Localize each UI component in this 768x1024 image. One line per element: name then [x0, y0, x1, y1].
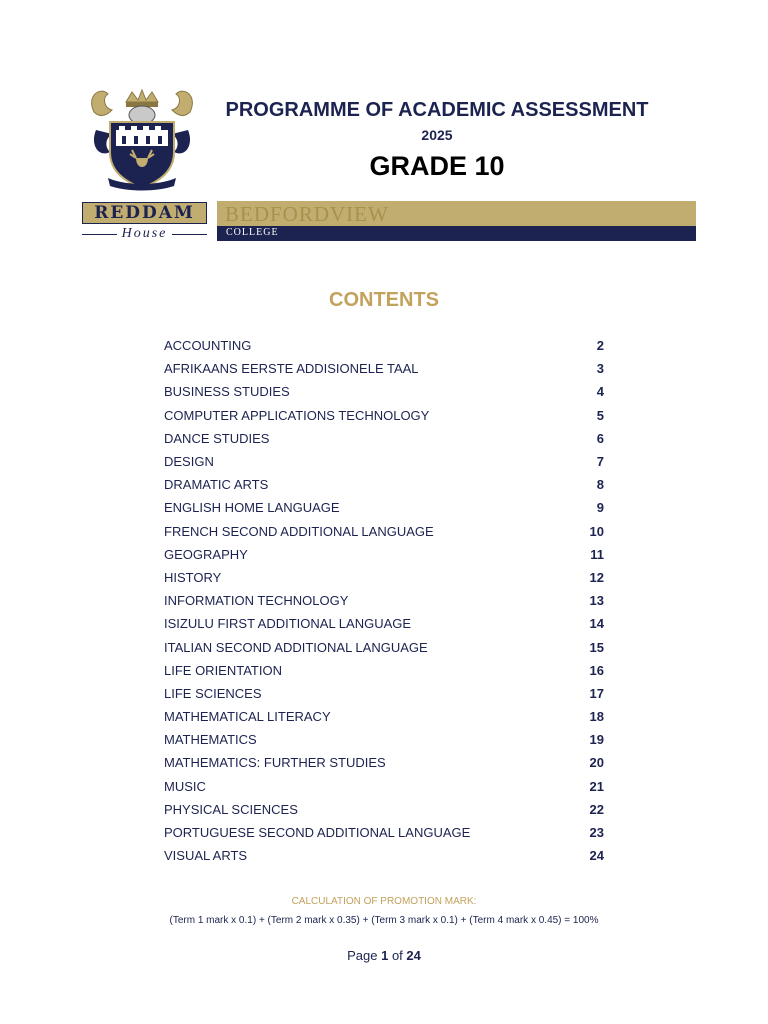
toc-entry[interactable]	[164, 450, 604, 473]
campus-name: BEDFORDVIEW	[225, 202, 389, 226]
toc-page-number: 22	[589, 801, 604, 817]
toc-subject: ENGLISH HOME LANGUAGE	[164, 500, 340, 516]
toc-subject: FRENCH SECOND ADDITIONAL LANGUAGE	[164, 523, 434, 539]
toc-subject: ITALIAN SECOND ADDITIONAL LANGUAGE	[164, 639, 428, 655]
toc-entry[interactable]	[164, 496, 604, 519]
toc-page-number: 8	[596, 477, 604, 493]
toc-subject: DESIGN	[164, 454, 214, 470]
reddam-wordmark: REDDAM	[82, 202, 207, 224]
toc-page-number: 2	[596, 338, 604, 354]
toc-entry[interactable]	[164, 821, 604, 844]
house-wordmark	[82, 226, 207, 242]
toc-entry[interactable]	[164, 844, 604, 867]
toc-page-number: 15	[589, 639, 604, 655]
toc-entry[interactable]	[164, 380, 604, 403]
toc-subject: COMPUTER APPLICATIONS TECHNOLOGY	[164, 407, 430, 423]
toc-subject: BUSINESS STUDIES	[164, 384, 290, 400]
toc-page-number: 3	[596, 361, 604, 377]
college-banner	[217, 226, 696, 241]
toc-subject: PHYSICAL SCIENCES	[164, 801, 298, 817]
toc-entry[interactable]	[164, 612, 604, 635]
toc-entry[interactable]	[164, 775, 604, 798]
toc-entry[interactable]	[164, 705, 604, 728]
toc-subject: GEOGRAPHY	[164, 546, 248, 562]
toc-page-number: 6	[596, 430, 604, 446]
toc-entry[interactable]	[164, 589, 604, 612]
campus-banner	[217, 201, 696, 226]
toc-entry[interactable]	[164, 635, 604, 658]
divider	[172, 234, 207, 235]
school-crest-logo	[86, 82, 198, 194]
toc-subject: INFORMATION TECHNOLOGY	[164, 593, 349, 609]
college-label: COLLEGE	[226, 227, 279, 238]
toc-page-number: 19	[589, 732, 604, 748]
toc-page-number: 21	[589, 778, 604, 794]
toc-entry[interactable]	[164, 520, 604, 543]
toc-page-number: 14	[589, 616, 604, 632]
toc-entry[interactable]	[164, 404, 604, 427]
toc-subject: MATHEMATICS	[164, 732, 257, 748]
toc-subject: LIFE SCIENCES	[164, 685, 262, 701]
toc-entry[interactable]	[164, 566, 604, 589]
toc-subject: PORTUGUESE SECOND ADDITIONAL LANGUAGE	[164, 825, 471, 841]
toc-page-number: 13	[589, 593, 604, 609]
grade-heading: GRADE 10	[369, 151, 505, 181]
promotion-mark-label: CALCULATION OF PROMOTION MARK:	[291, 896, 477, 907]
toc-subject: ACCOUNTING	[164, 338, 252, 354]
toc-subject: DANCE STUDIES	[164, 430, 270, 446]
toc-subject: VISUAL ARTS	[164, 848, 248, 864]
toc-subject: LIFE ORIENTATION	[164, 662, 282, 678]
page-word: Page	[347, 948, 378, 963]
toc-subject: MUSIC	[164, 778, 206, 794]
toc-subject: MATHEMATICAL LITERACY	[164, 709, 331, 725]
toc-entry[interactable]	[164, 798, 604, 821]
toc-subject: ISIZULU FIRST ADDITIONAL LANGUAGE	[164, 616, 412, 632]
toc-entry[interactable]	[164, 334, 604, 357]
toc-entry[interactable]	[164, 728, 604, 751]
toc-entry[interactable]	[164, 427, 604, 450]
toc-entry[interactable]	[164, 659, 604, 682]
document-year: 2025	[421, 127, 453, 143]
toc-subject: AFRIKAANS EERSTE ADDISIONELE TAAL	[164, 361, 419, 377]
toc-entry[interactable]	[164, 473, 604, 496]
toc-page-number: 23	[589, 825, 604, 841]
toc-page-number: 16	[589, 662, 604, 678]
total-pages: 24	[406, 948, 421, 963]
toc-page-number: 11	[590, 546, 604, 562]
toc-entry[interactable]	[164, 357, 604, 380]
toc-page-number: 24	[589, 848, 604, 864]
toc-entry[interactable]	[164, 543, 604, 566]
toc-subject: MATHEMATICS: FURTHER STUDIES	[164, 755, 386, 771]
house-label: House	[121, 226, 168, 241]
toc-page-number: 4	[596, 384, 604, 400]
toc-page-number: 7	[596, 454, 604, 470]
toc-subject: DRAMATIC ARTS	[164, 477, 269, 493]
toc-page-number: 18	[589, 709, 604, 725]
current-page: 1	[381, 948, 389, 963]
toc-page-number: 12	[589, 569, 604, 585]
page-number	[0, 948, 768, 963]
toc-page-number: 17	[589, 685, 604, 701]
contents-heading: CONTENTS	[329, 289, 439, 311]
toc-page-number: 5	[596, 407, 604, 423]
toc-page-number: 9	[596, 500, 604, 516]
toc-subject: HISTORY	[164, 569, 222, 585]
promotion-mark-formula: (Term 1 mark x 0.1) + (Term 2 mark x 0.35) + (Term 3 mark x 0.1) + (Term 4 mark x 0.45) = 100%	[169, 915, 599, 926]
toc-entry[interactable]	[164, 751, 604, 774]
toc-page-number: 20	[589, 755, 604, 771]
of-word: of	[391, 948, 403, 963]
document-title: PROGRAMME OF ACADEMIC ASSESSMENT	[225, 99, 649, 121]
table-of-contents	[164, 334, 604, 867]
divider	[82, 234, 117, 235]
toc-entry[interactable]	[164, 682, 604, 705]
toc-page-number: 10	[589, 523, 604, 539]
